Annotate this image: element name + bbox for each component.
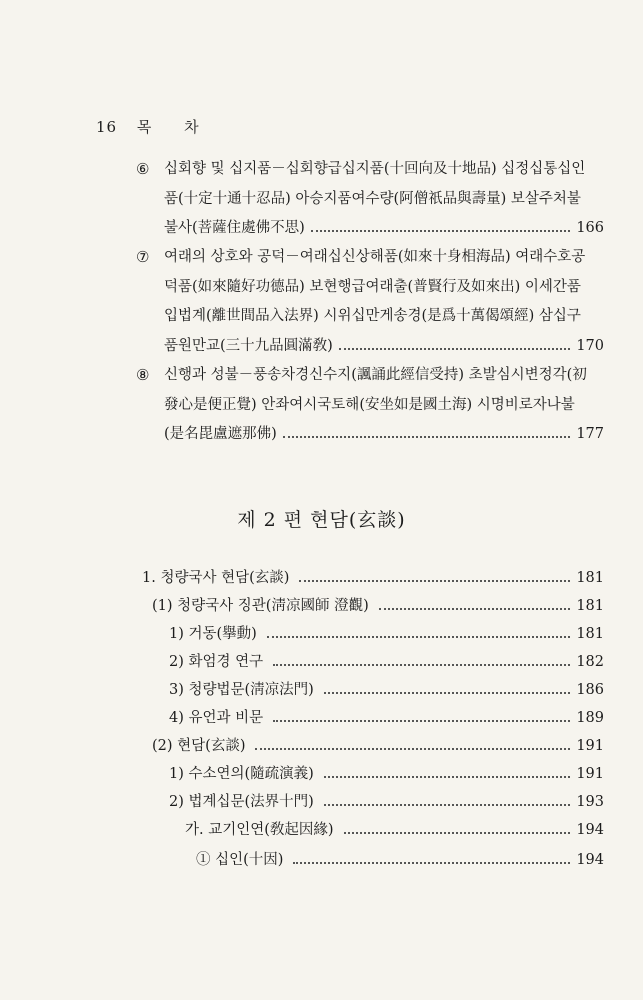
toc-label: (2) 현담(玄談) xyxy=(152,738,246,754)
dot-leader xyxy=(255,748,570,750)
toc-line xyxy=(142,566,604,590)
entry-line: (是名毘盧遮那佛) xyxy=(164,426,277,442)
toc-line xyxy=(169,678,604,702)
toc-line xyxy=(152,594,604,618)
toc-line xyxy=(169,622,604,646)
dot-leader xyxy=(324,692,570,694)
toc-line xyxy=(169,650,604,674)
toc-page: 189 xyxy=(576,710,604,726)
dot-leader xyxy=(324,804,570,806)
toc-entry-6 xyxy=(136,155,604,244)
entry-page: 166 xyxy=(576,220,604,236)
toc-entry-7 xyxy=(136,243,604,361)
toc-page: 194 xyxy=(576,852,604,868)
dot-leader xyxy=(379,608,571,610)
entry-line: 여래의 상호와 공덕－여래십신상해품(如來十身相海品) 여래수호공 xyxy=(164,249,586,265)
toc-label: 1. 청량국사 현담(玄談) xyxy=(142,570,290,586)
toc-page: 181 xyxy=(576,626,604,642)
dot-leader xyxy=(344,832,571,834)
toc-page: 191 xyxy=(576,738,604,754)
entry-last-line xyxy=(164,214,604,244)
toc-label: 가. 교기인연(敎起因緣) xyxy=(185,822,334,838)
entry-line: 품(十定十通十忍品) 아승지품여수량(阿僧祇品與壽量) 보살주처불 xyxy=(164,190,581,207)
entry-line: 신행과 성불－풍송차경신수지(諷誦此經信受持) 초발심시변정각(初 xyxy=(164,367,587,383)
entry-line: 품원만교(三十九品圓滿敎) xyxy=(164,337,333,354)
toc-label: 1) 수소연의(隨疏演義) xyxy=(169,766,314,782)
entry-line: 덕품(如來隨好功德品) 보현행급여래출(普賢行及如來出) 이세간품 xyxy=(164,278,581,295)
toc-label: 2) 화엄경 연구 xyxy=(169,654,264,670)
toc-line xyxy=(152,734,604,758)
toc-line xyxy=(169,706,604,730)
entry-line: 發心是便正覺) 안좌여시국토해(安坐如是國土海) 시명비로자나불 xyxy=(164,396,575,413)
toc-page: 181 xyxy=(576,598,604,614)
toc-page: 186 xyxy=(576,682,604,698)
entry-page: 177 xyxy=(576,426,604,442)
toc-line xyxy=(169,790,604,814)
toc-page: 181 xyxy=(576,570,604,586)
running-head-title: 목 차 xyxy=(136,118,213,136)
toc-page: 191 xyxy=(576,766,604,782)
page-number: 16 xyxy=(96,118,118,136)
toc-line xyxy=(196,848,604,872)
toc-label: (1) 청량국사 징관(淸凉國師 澄觀) xyxy=(152,598,369,614)
dot-leader xyxy=(283,435,570,438)
entry-number: ⑥ xyxy=(136,160,150,178)
dot-leader xyxy=(273,720,570,722)
toc-label: 2) 법계십문(法界十門) xyxy=(169,794,314,810)
toc-label: 3) 청량법문(淸凉法門) xyxy=(169,682,314,698)
entry-last-line xyxy=(164,420,604,450)
dot-leader xyxy=(293,862,570,864)
part-heading: 제 2 편 현담(玄談) xyxy=(237,509,406,531)
toc-label: 4) 유언과 비문 xyxy=(169,710,264,726)
dot-leader xyxy=(311,229,570,232)
dot-leader xyxy=(273,664,570,666)
dot-leader xyxy=(339,347,570,350)
entry-last-line xyxy=(164,332,604,362)
toc-entry-8 xyxy=(136,361,604,450)
entry-number: ⑦ xyxy=(136,248,150,266)
dot-leader xyxy=(267,636,570,638)
entry-number: ⑧ xyxy=(136,366,150,384)
toc-page: 194 xyxy=(576,822,604,838)
toc-line xyxy=(185,818,604,842)
toc-page: 182 xyxy=(576,654,604,670)
toc-page: 193 xyxy=(576,794,604,810)
entry-line: 입법계(離世間品入法界) 시위십만게송경(是爲十萬偈頌經) 삼십구 xyxy=(164,308,581,324)
entry-line: 불사(菩薩住處佛不思) xyxy=(164,220,305,236)
dot-leader xyxy=(299,580,570,582)
entry-page: 170 xyxy=(576,337,604,354)
entry-line: 십회향 및 십지품－십회향급십지품(十回向及十地品) 십정십통십인 xyxy=(164,161,586,177)
dot-leader xyxy=(324,776,570,778)
toc-label: ① 십인(十因) xyxy=(196,852,284,868)
toc-label: 1) 거동(擧動) xyxy=(169,626,257,642)
toc-line xyxy=(169,762,604,786)
running-head xyxy=(96,116,213,137)
